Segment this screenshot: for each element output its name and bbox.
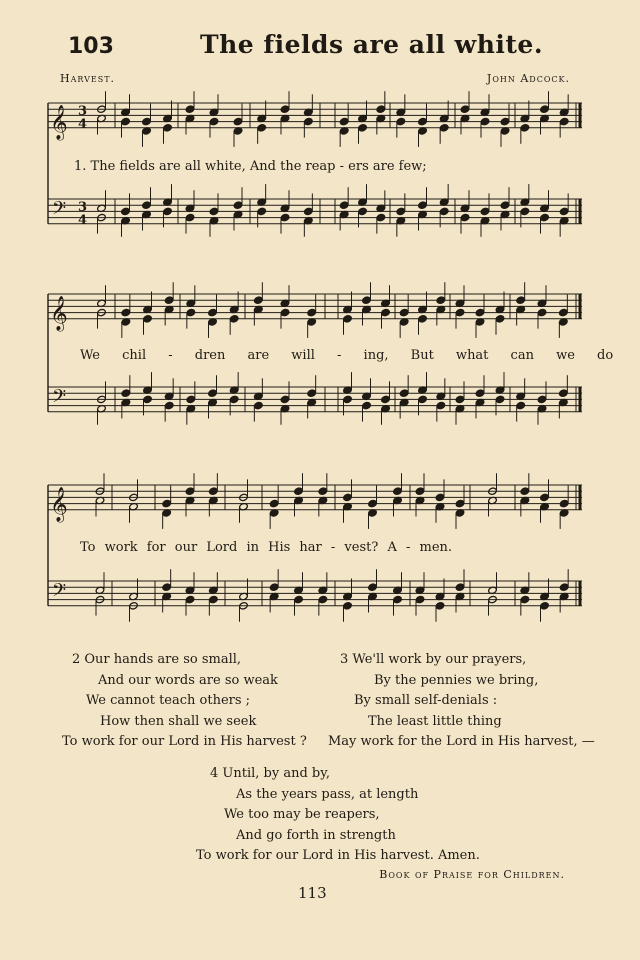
note-head xyxy=(396,207,406,215)
note-head xyxy=(455,499,465,507)
note-head xyxy=(269,583,279,591)
note-head xyxy=(229,315,239,323)
note-head xyxy=(358,207,368,215)
note-head xyxy=(480,117,490,125)
verse-2-line-2: And our words are so weak xyxy=(98,672,278,688)
note-head xyxy=(343,395,353,403)
note-head xyxy=(164,296,174,304)
note-head xyxy=(185,487,195,495)
lyric-line-3: To work for our Lord in His har - vest? A - men. xyxy=(80,540,453,555)
note-head xyxy=(186,395,196,403)
note-head xyxy=(559,117,569,125)
note-head xyxy=(209,207,219,215)
verse-2-line-1: 2 Our hands are so small, xyxy=(72,652,242,667)
note-head xyxy=(537,395,547,403)
note-head xyxy=(436,401,446,409)
verse-3-line-2: By the pennies we bring, xyxy=(374,672,539,688)
composer-name: John Adcock. xyxy=(486,72,570,85)
hymn-source: Book of Praise for Children. xyxy=(379,868,565,881)
verse-4 xyxy=(196,764,480,867)
note-head xyxy=(358,124,368,132)
verse-2-line-3: We cannot teach others ; xyxy=(86,693,251,708)
note-head xyxy=(559,499,569,507)
note-head xyxy=(185,105,195,113)
note-head xyxy=(540,493,550,501)
note-head xyxy=(343,602,353,610)
note-head xyxy=(520,595,530,603)
note-head xyxy=(208,308,218,316)
note-head xyxy=(304,207,314,215)
note-head xyxy=(399,308,409,316)
verse-3-line-5: May work for the Lord in His harvest, — xyxy=(328,734,595,749)
note-head xyxy=(186,308,196,316)
note-head xyxy=(495,315,505,323)
note-head xyxy=(516,296,526,304)
note-head xyxy=(257,124,267,132)
treble-clef: 𝄞 xyxy=(50,295,68,331)
note-head xyxy=(229,395,239,403)
bass-clef: 𝄢 xyxy=(52,580,67,606)
note-head xyxy=(121,308,131,316)
note-head xyxy=(254,296,264,304)
time-signature: 4 xyxy=(78,213,88,228)
verse-3-line-4: The least little thing xyxy=(368,713,502,729)
note-head xyxy=(143,315,153,323)
note-head xyxy=(233,201,243,209)
treble-clef: 𝄞 xyxy=(50,486,68,522)
note-head xyxy=(520,487,530,495)
note-head xyxy=(254,401,264,409)
note-head xyxy=(307,389,317,397)
note-head xyxy=(121,389,131,397)
verse-2-line-4: How then shall we seek xyxy=(100,713,257,729)
note-head xyxy=(362,296,372,304)
note-head xyxy=(164,401,174,409)
bass-clef: 𝄢 xyxy=(52,386,67,412)
note-head xyxy=(540,105,550,113)
note-head xyxy=(304,117,314,125)
note-head xyxy=(209,595,219,603)
note-head xyxy=(280,213,290,221)
note-head xyxy=(455,583,465,591)
note-head xyxy=(209,487,219,495)
verse-3 xyxy=(328,650,595,753)
note-head xyxy=(339,201,349,209)
note-head xyxy=(418,395,428,403)
note-head xyxy=(269,499,279,507)
note-head xyxy=(280,308,290,316)
verse-2-line-5: To work for our Lord in His harvest ? xyxy=(62,734,307,749)
note-head xyxy=(318,487,328,495)
note-head xyxy=(376,105,386,113)
note-head xyxy=(540,213,550,221)
note-head xyxy=(142,201,152,209)
note-head xyxy=(559,583,569,591)
note-head xyxy=(121,207,131,215)
bass-clef: 𝄢 xyxy=(52,198,67,224)
note-head xyxy=(381,308,391,316)
note-head xyxy=(516,401,526,409)
note-head xyxy=(439,124,449,132)
note-head xyxy=(318,595,328,603)
note-head xyxy=(435,602,445,610)
note-head xyxy=(475,308,485,316)
time-signature: 4 xyxy=(78,117,88,132)
note-head xyxy=(455,395,465,403)
note-head xyxy=(520,207,530,215)
note-head xyxy=(208,389,218,397)
note-head xyxy=(381,395,391,403)
note-head xyxy=(480,207,490,215)
note-head xyxy=(339,117,349,125)
note-head xyxy=(121,117,131,125)
verse-3-line-1: 3 We'll work by our prayers, xyxy=(340,652,527,667)
note-head xyxy=(343,315,353,323)
page-number: 113 xyxy=(298,884,327,902)
lyric-line-1: 1. The fields are all white, And the reap - ers are few; xyxy=(74,159,427,174)
note-head xyxy=(500,201,510,209)
note-head xyxy=(460,213,470,221)
note-head xyxy=(559,308,569,316)
note-head xyxy=(418,201,428,209)
note-head xyxy=(418,315,428,323)
note-head xyxy=(559,207,569,215)
note-head xyxy=(435,493,445,501)
note-head xyxy=(495,395,505,403)
verse-4-line-5: To work for our Lord in His harvest. Amen. xyxy=(196,848,480,863)
note-head xyxy=(162,583,172,591)
note-head xyxy=(500,117,510,125)
note-head xyxy=(455,308,465,316)
note-head xyxy=(362,401,372,409)
note-head xyxy=(307,308,317,316)
note-head xyxy=(162,499,172,507)
verse-4-line-2: As the years pass, at length xyxy=(236,786,419,802)
treble-clef: 𝄞 xyxy=(50,104,68,140)
verse-2 xyxy=(62,650,307,753)
note-head xyxy=(393,595,403,603)
hymn-title: The fields are all white. xyxy=(200,30,544,59)
verse-4-line-4: And go forth in strength xyxy=(236,827,396,843)
note-head xyxy=(209,117,219,125)
verse-4-line-3: We too may be reapers, xyxy=(224,807,380,822)
note-head xyxy=(368,499,378,507)
note-head xyxy=(475,389,485,397)
time-signature: 3 xyxy=(78,200,88,215)
note-head xyxy=(163,207,173,215)
note-head xyxy=(418,117,428,125)
note-head xyxy=(520,124,530,132)
note-head xyxy=(294,595,304,603)
verse-4-line-1: 4 Until, by and by, xyxy=(210,766,330,781)
note-head xyxy=(368,583,378,591)
note-head xyxy=(415,487,425,495)
note-head xyxy=(399,389,409,397)
note-head xyxy=(436,296,446,304)
note-head xyxy=(257,207,267,215)
tune-name: Harvest. xyxy=(60,72,116,85)
note-head xyxy=(142,117,152,125)
note-head xyxy=(343,493,353,501)
note-head xyxy=(280,395,290,403)
lyric-line-2: We chil - dren are will - ing, But what can we do xyxy=(80,348,614,363)
note-head xyxy=(163,124,173,132)
verse-3-line-3: By small self-denials : xyxy=(354,693,498,708)
note-head xyxy=(143,395,153,403)
note-head xyxy=(233,117,243,125)
note-head xyxy=(280,105,290,113)
note-head xyxy=(393,487,403,495)
time-signature: 3 xyxy=(78,104,88,119)
note-head xyxy=(540,602,550,610)
note-head xyxy=(460,105,470,113)
note-head xyxy=(294,487,304,495)
note-head xyxy=(439,207,449,215)
hymn-number: 103 xyxy=(68,34,114,59)
note-head xyxy=(396,117,406,125)
note-head xyxy=(185,213,195,221)
note-head xyxy=(537,308,547,316)
note-head xyxy=(185,595,195,603)
note-head xyxy=(559,389,569,397)
note-head xyxy=(415,595,425,603)
note-head xyxy=(376,213,386,221)
